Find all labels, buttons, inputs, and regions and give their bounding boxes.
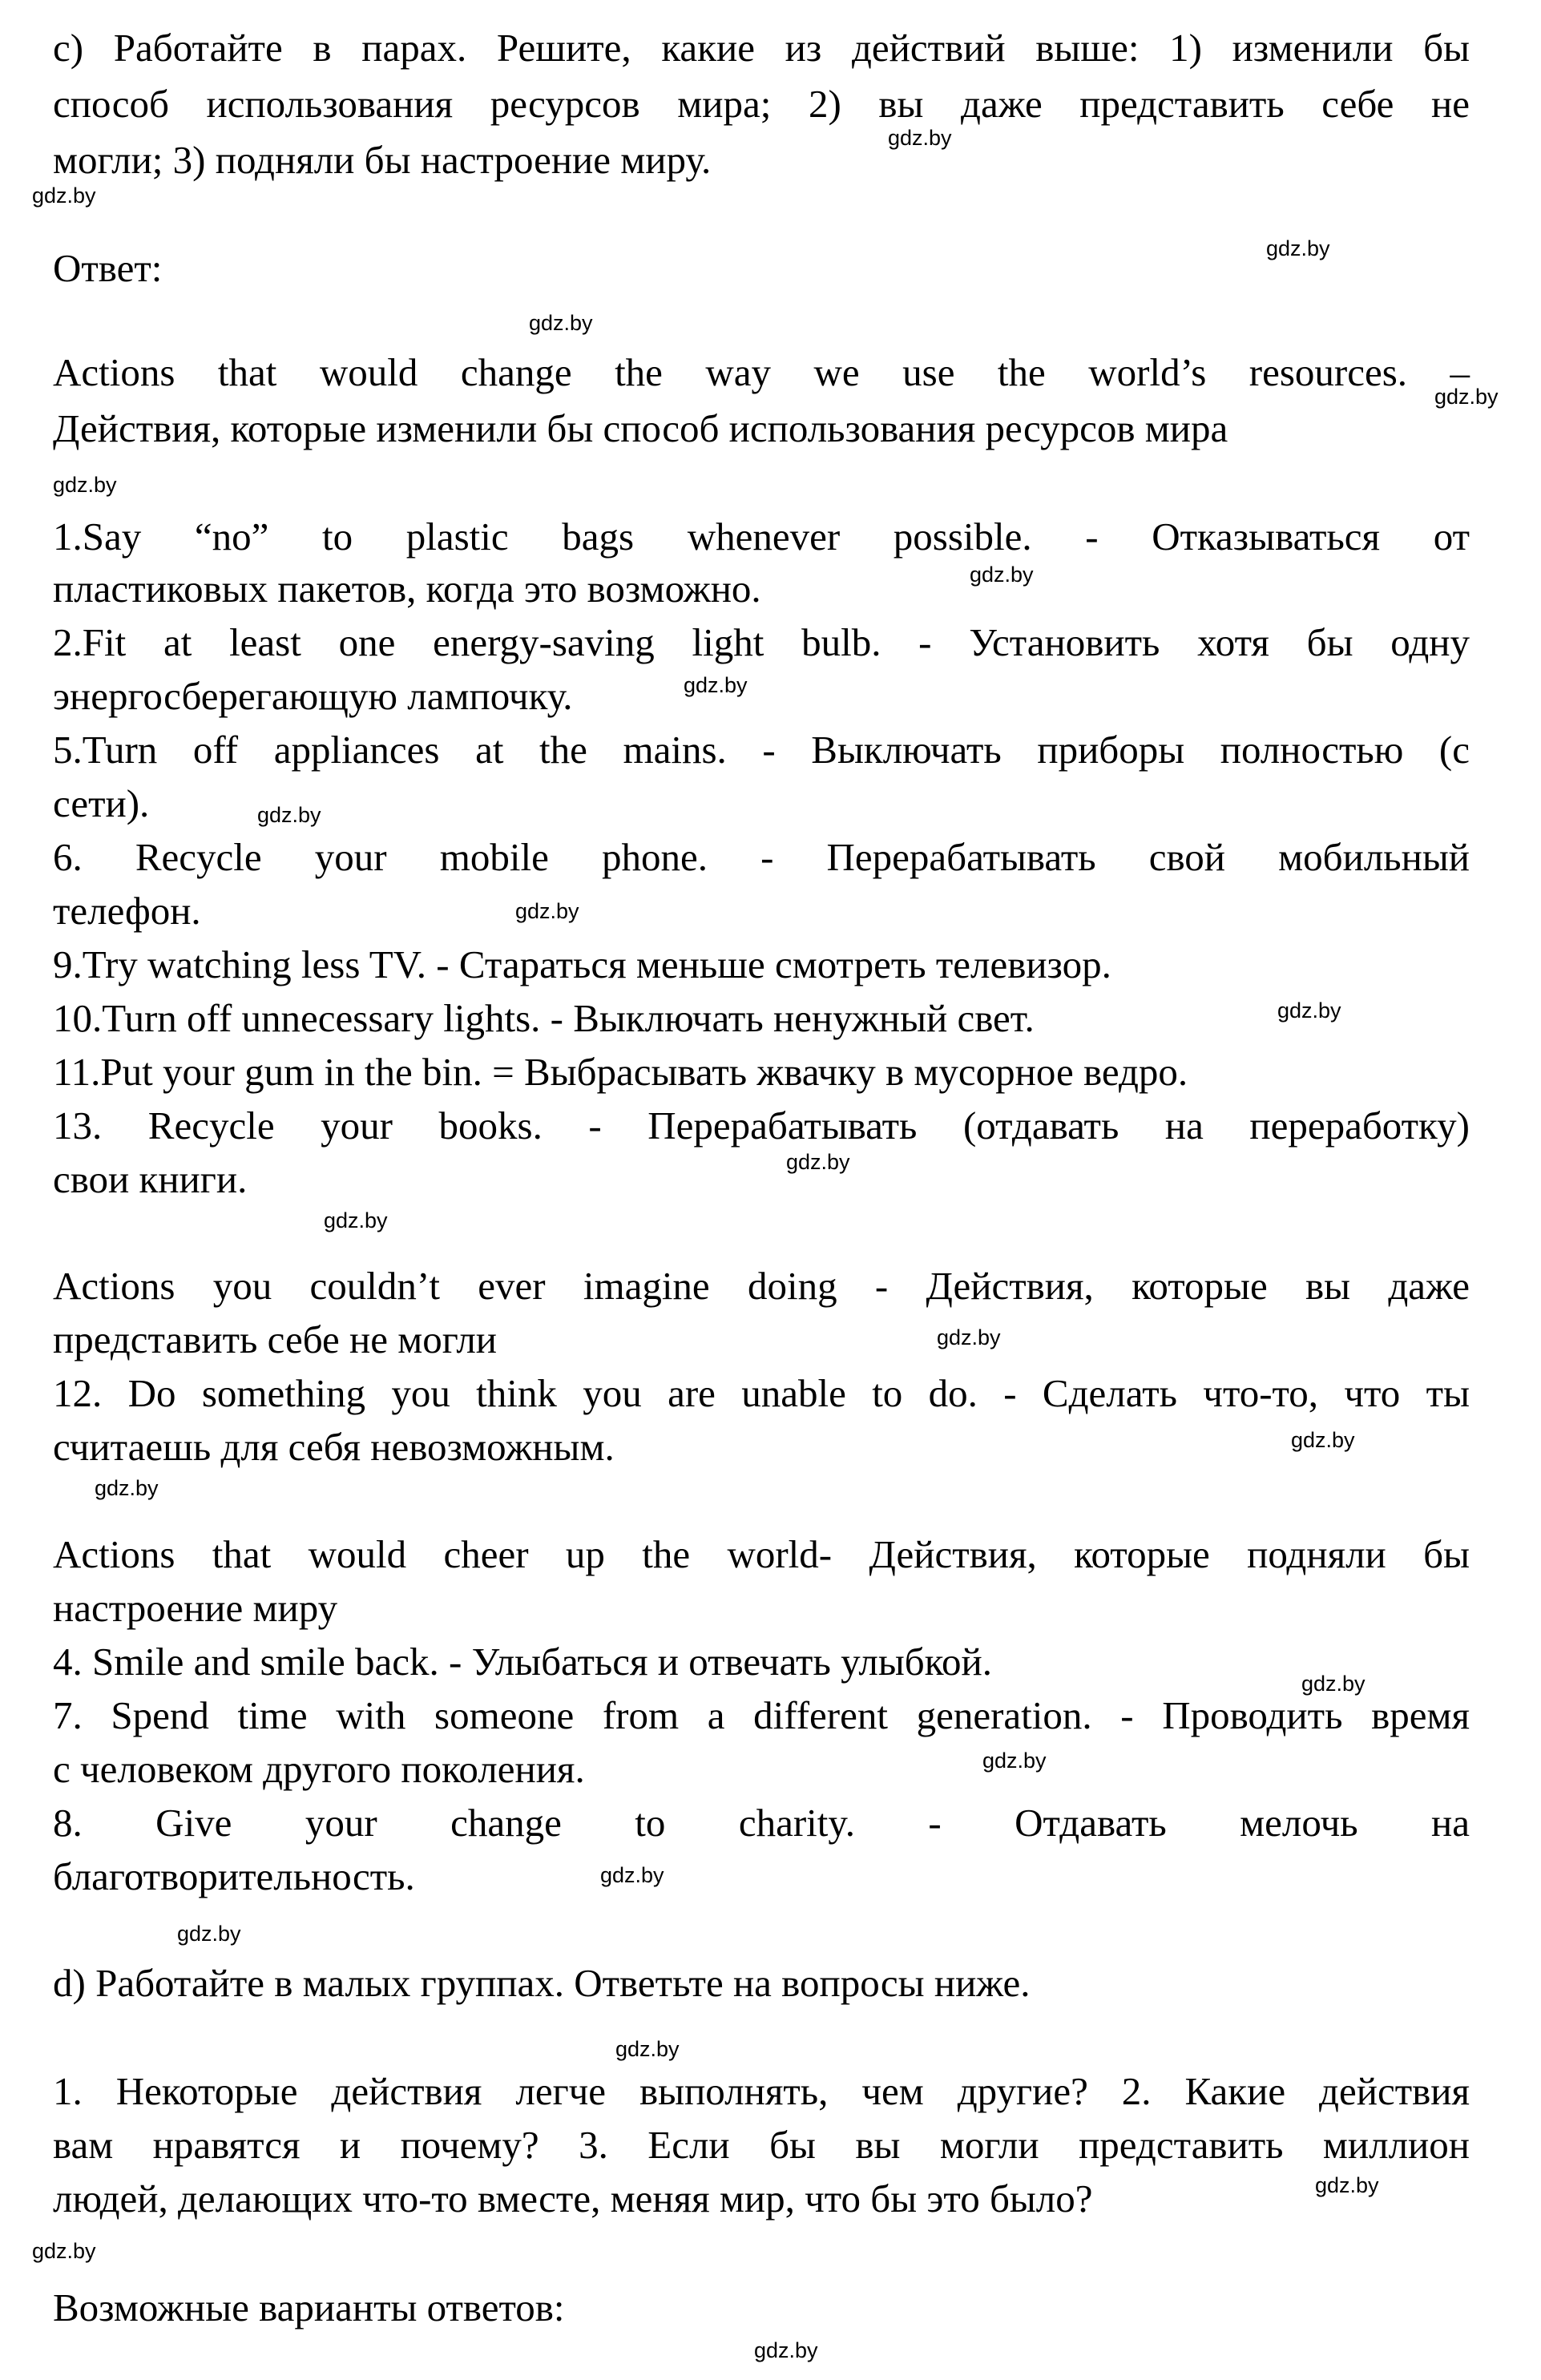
group3-item-line: 7. Spend time with someone from a different generation. - Проводить время [53,1693,1470,1737]
watermark-text: gdz.by [786,1150,850,1174]
watermark-text: gdz.by [615,2037,680,2061]
group1-item-line: свои книги. [53,1157,248,1201]
watermark-text: gdz.by [32,184,96,208]
watermark-text: gdz.by [53,473,117,497]
group1-item-line: 10.Turn off unnecessary lights. - Выключать ненужный свет. [53,996,1035,1040]
watermark-text: gdz.by [515,899,579,923]
watermark-text: gdz.by [888,126,952,150]
group2-heading-line: Actions you couldn’t ever imagine doing - Действия, которые вы даже [53,1264,1470,1308]
group3-item-line: с человеком другого поколения. [53,1747,585,1791]
group1-item-line: пластиковых пакетов, когда это возможно. [53,567,761,611]
answer-label: Ответ: [53,246,163,290]
group3-heading-line: настроение миру [53,1586,338,1630]
watermark-text: gdz.by [177,1922,241,1946]
group1-heading-line: Действия, которые изменили бы способ использования ресурсов мира [53,406,1228,450]
question-line: вам нравятся и почему? 3. Если бы вы могли представить миллион [53,2123,1470,2167]
group3-item-line: 4. Smile and smile back. - Улыбаться и отвечать улыбкой. [53,1640,993,1684]
group2-item-line: считаешь для себя невозможным. [53,1425,615,1469]
group2-item-line: 12. Do something you think you are unable to do. - Сделать что-то, что ты [53,1371,1470,1415]
group1-item-line: 1.Say “no” to plastic bags whenever possible. - Отказываться от [53,514,1470,559]
watermark-text: gdz.by [1301,1672,1366,1696]
task-d-line: d) Работайте в малых группах. Ответьте на вопросы ниже. [53,1961,1031,2005]
watermark-text: gdz.by [1291,1428,1355,1452]
watermark-text: gdz.by [257,803,321,827]
watermark-text: gdz.by [937,1325,1001,1349]
watermark-text: gdz.by [684,673,748,697]
watermark-text: gdz.by [1315,2173,1379,2197]
group1-item-line: телефон. [53,889,201,933]
group1-item-line: 5.Turn off appliances at the mains. - Выключать приборы полностью (с [53,728,1470,772]
watermark-text: gdz.by [1266,236,1330,260]
watermark-text: gdz.by [529,311,593,335]
watermark-text: gdz.by [970,563,1034,587]
group2-heading-line: представить себе не могли [53,1317,498,1361]
group3-item-line: 8. Give your change to charity. - Отдавать мелочь на [53,1801,1470,1845]
question-line: людей, делающих что-то вместе, меняя мир, что бы это было? [53,2176,1093,2221]
watermark-text: gdz.by [1277,998,1341,1023]
watermark-text: gdz.by [982,1749,1047,1773]
watermark-text: gdz.by [600,1863,664,1887]
group3-heading-line: Actions that would cheer up the world- Действия, которые подняли бы [53,1532,1470,1576]
watermark-text: gdz.by [754,2338,818,2362]
task-c-line: c) Работайте в парах. Решите, какие из действий выше: 1) изменили бы [53,26,1470,70]
group1-item-line: 13. Recycle your books. - Перерабатывать (отдавать на переработку) [53,1103,1470,1148]
task-c-line: могли; 3) подняли бы настроение миру. [53,138,712,182]
question-line: 1. Некоторые действия легче выполнять, чем другие? 2. Какие действия [53,2069,1470,2113]
group1-item-line: 11.Put your gum in the bin. = Выбрасывать жвачку в мусорное ведро. [53,1050,1188,1094]
watermark-text: gdz.by [32,2239,96,2263]
group3-item-line: благотворительность. [53,1854,415,1898]
group1-item-line: энергосберегающую лампочку. [53,674,573,718]
task-c-line: способ использования ресурсов мира; 2) вы даже представить себе не [53,82,1470,126]
watermark-text: gdz.by [324,1208,388,1232]
watermark-text: gdz.by [95,1476,159,1500]
group1-item-line: 2.Fit at least one energy-saving light bulb. - Установить хотя бы одну [53,620,1470,664]
group1-item-line: 6. Recycle your mobile phone. - Перерабатывать свой мобильный [53,835,1470,879]
answers-label: Возможные варианты ответов: [53,2285,565,2330]
group1-item-line: 9.Try watching less TV. - Стараться меньше смотреть телевизор. [53,942,1111,986]
group1-item-line: сети). [53,781,150,825]
group1-heading-line: Actions that would change the way we use the world’s resources. – [53,350,1470,394]
watermark-text: gdz.by [1434,385,1499,409]
